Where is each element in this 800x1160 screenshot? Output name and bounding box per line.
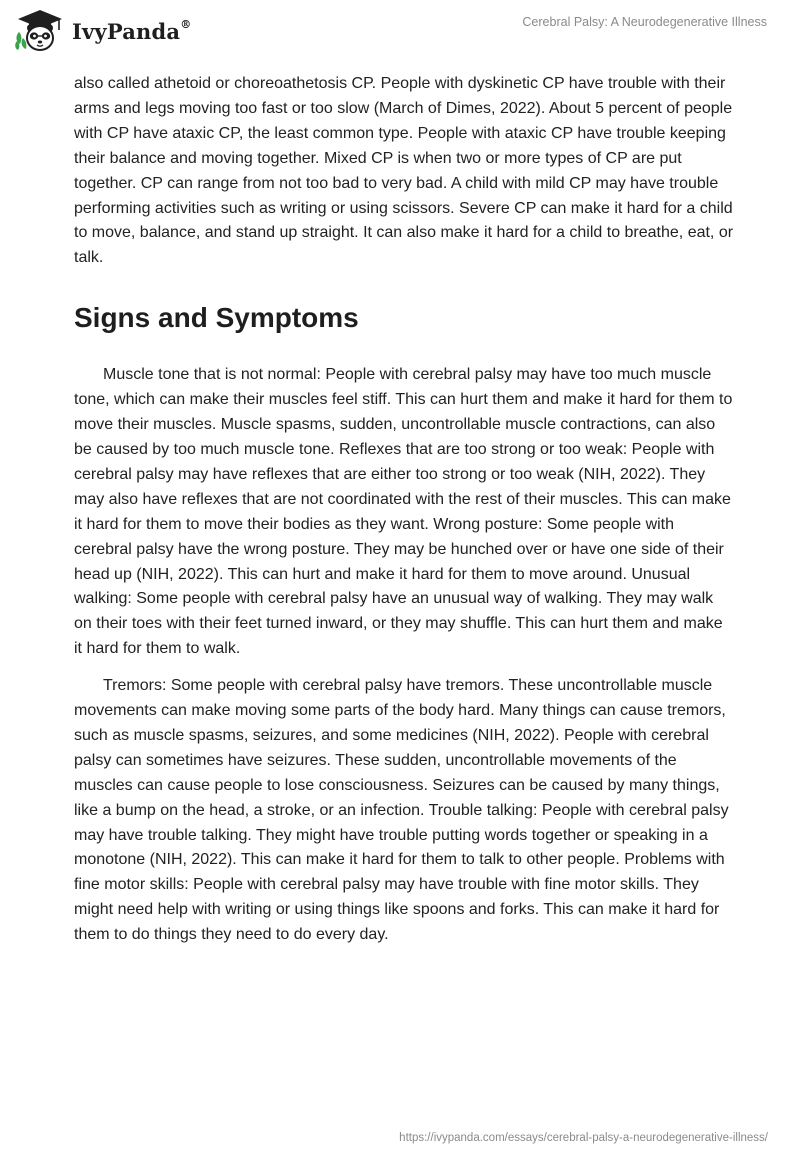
page-header xyxy=(0,0,800,70)
panda-graduation-cap-icon xyxy=(14,8,66,52)
intro-paragraph: also called athetoid or choreoathetosis CP. People with dyskinetic CP have trouble with their arms and legs moving too fast or too slow (March of Dimes, 2022). About 5 percent of people with CP have ataxic CP, the least common type. People with ataxic CP have trouble keeping their balance and moving together. Mixed CP is when two or more types of CP are put together. CP can range from not too bad to very bad. A child with mild CP may have trouble performing activities such as writing or using scissors. Severe CP can make it hard for a child to move, balance, and stand up straight. It can also make it hard for a child to breathe, eat, or talk. xyxy=(74,75,734,267)
body-paragraph-1: Muscle tone that is not normal: People with cerebral palsy may have too much muscle tone, which can make their muscles feel stiff. This can hurt them and make it hard for them to move their muscles. Muscle spasms, sudden, uncontrollable muscle contractions, can also be caused by too much muscle tone. Reflexes that are too strong or too weak: People with cerebral palsy may have reflexes that are either too strong or too weak (NIH, 2022). They may also have reflexes that are not coordinated with the rest of their muscles. This can make it hard for them to move their bodies as they want. Wrong posture: Some people with cerebral palsy have the wrong posture. They may be hunched over or have one side of their head up (NIH, 2022). This can hurt and make it hard for them to move around. Unusual walking: Some people with cerebral palsy have an unusual way of walking. They may walk on their toes with their feet turned inward, or they may shuffle. This can hurt them and make it hard for them to walk. xyxy=(74,366,733,658)
paragraph-spacer xyxy=(74,662,734,674)
section-heading: Signs and Symptoms xyxy=(74,302,359,334)
essay-body xyxy=(74,72,734,948)
registered-mark: ® xyxy=(180,17,192,31)
brand-name: IvyPanda® xyxy=(72,17,192,44)
body-paragraph-2: Tremors: Some people with cerebral palsy have tremors. These uncontrollable muscle movements can make moving some parts of the body hard. Many things can cause tremors, such as muscle spasms, seizures, and some medicines (NIH, 2022). People with cerebral palsy can sometimes have seizures. These sudden, uncontrollable movements of the muscles can cause people to lose consciousness. Seizures can be caused by many things, like a bump on the head, a stroke, or an infection. Trouble talking: People with cerebral palsy may have trouble talking. They might have trouble putting words together or speaking in a monotone (NIH, 2022). This can make it hard for them to talk to other people. Problems with fine motor skills: People with cerebral palsy may have trouble with fine motor skills. They might need help with writing or using things like spoons and forks. This can make it hard for them to do things they need to do every day. xyxy=(74,677,729,944)
document-title: Cerebral Palsy: A Neurodegenerative Illness xyxy=(522,15,767,29)
source-url[interactable]: https://ivypanda.com/essays/cerebral-palsy-a-neurodegenerative-illness/ xyxy=(399,1132,768,1144)
ivypanda-logo[interactable] xyxy=(14,8,191,52)
